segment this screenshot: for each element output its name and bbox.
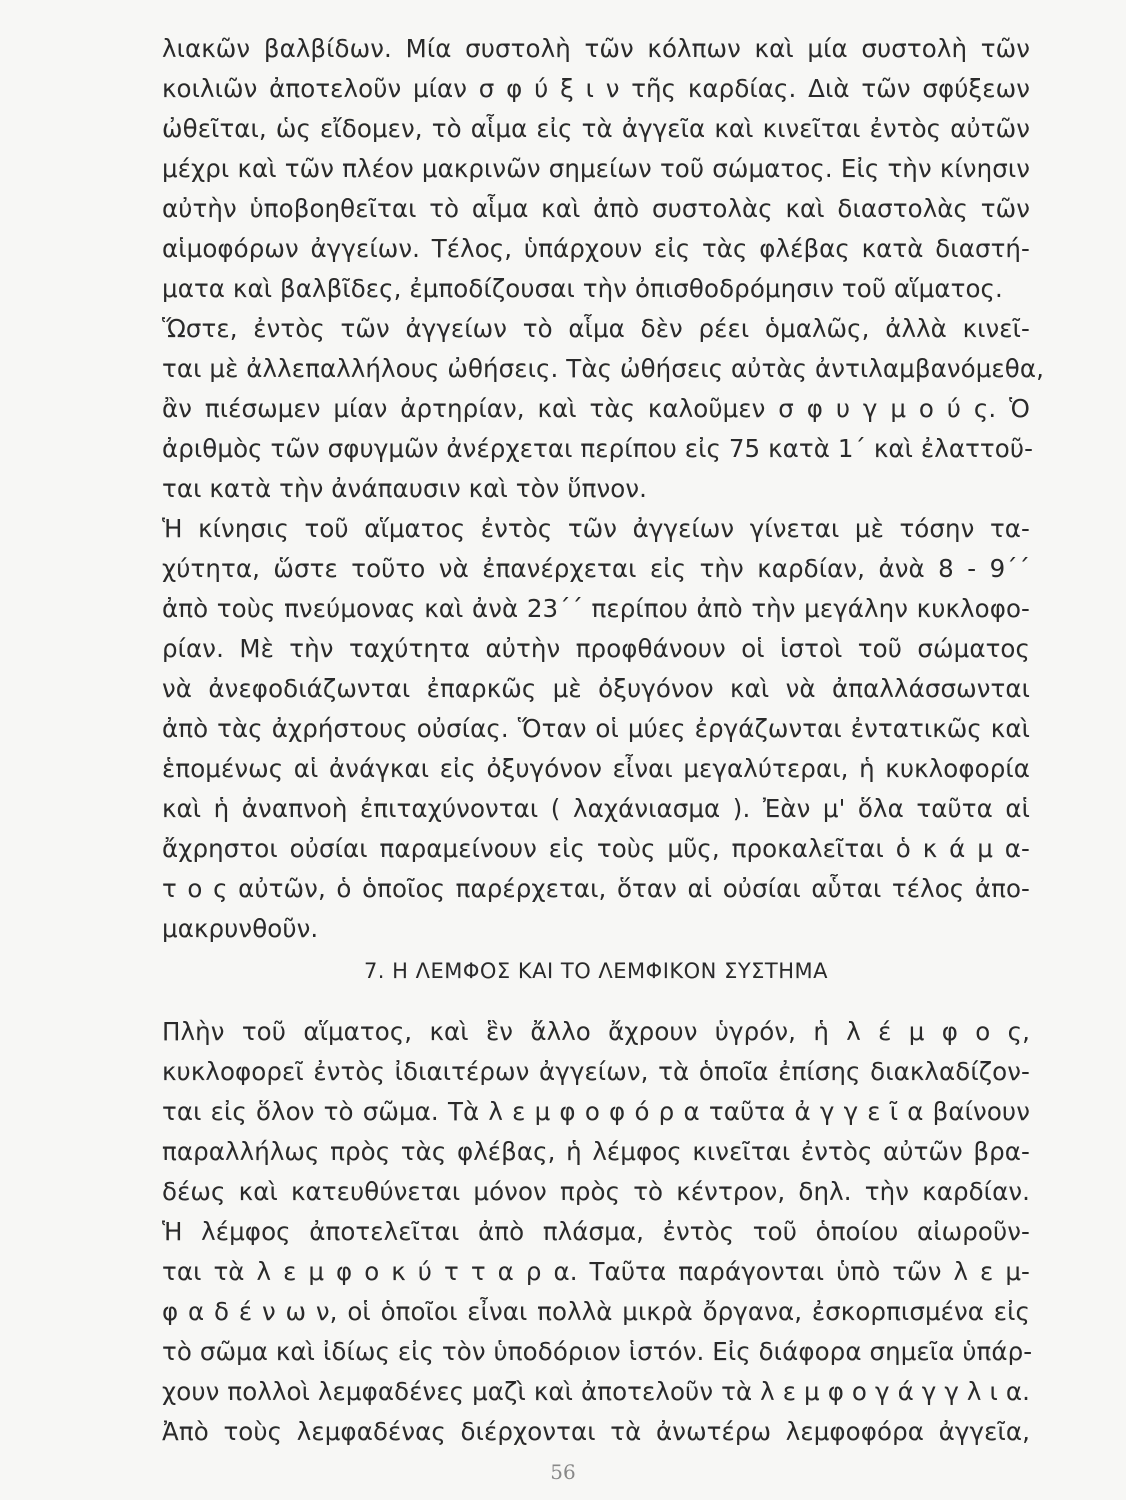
- text-line: ρίαν. Μὲ τὴν ταχύτητα αὐτὴν προφθάνουν οἱ ἱστοὶ τοῦ σώματος: [162, 634, 1030, 663]
- text-line: ται μὲ ἀλλεπαλλήλους ὠθήσεις. Τὰς ὠθήσεις αὐτὰς ἀντιλαμβανόμεθα,: [162, 354, 1044, 383]
- text-line: μέχρι καὶ τῶν πλέον μακρινῶν σημείων τοῦ σώματος. Εἰς τὴν κίνησιν: [162, 154, 1030, 183]
- text-line: ται κατὰ τὴν ἀνάπαυσιν καὶ τὸν ὕπνον.: [162, 474, 648, 503]
- text-line: ὠθεῖται, ὡς εἴδομεν, τὸ αἷμα εἰς τὰ ἀγγεῖα καὶ κινεῖται ἐντὸς αὐτῶν: [162, 114, 1030, 143]
- text-line: ἑπομένως αἱ ἀνάγκαι εἰς ὀξυγόνον εἶναι μεγαλύτεραι, ἡ κυκλοφορία: [162, 754, 1030, 783]
- text-line: ἀριθμὸς τῶν σφυγμῶν ἀνέρχεται περίπου εἰς 75 κατὰ 1΄ καὶ ἐλαττοῦ-: [162, 434, 1034, 463]
- text-line: Ἀπὸ τοὺς λεμφαδένας διέρχονται τὰ ἀνωτέρω λεμφοφόρα ἀγγεῖα,: [162, 1417, 1030, 1446]
- text-line: ται τὰ λ ε μ φ ο κ ύ τ τ α ρ α. Ταῦτα παράγονται ὑπὸ τῶν λ ε μ-: [162, 1257, 1030, 1286]
- text-line: Ὥστε, ἐντὸς τῶν ἀγγείων τὸ αἷμα δὲν ρέει ὁμαλῶς, ἀλλὰ κινεῖ-: [162, 314, 1030, 343]
- text-line: Πλὴν τοῦ αἵματος, καὶ ἓν ἄλλο ἄχρουν ὑγρόν, ἡ λ έ μ φ ο ς,: [162, 1017, 1030, 1046]
- text-line: δέως καὶ κατευθύνεται μόνον πρὸς τὸ κέντρον, δηλ. τὴν καρδίαν.: [162, 1177, 1030, 1206]
- page-number: 56: [550, 1460, 576, 1484]
- text-line: αὐτὴν ὑποβοηθεῖται τὸ αἷμα καὶ ἀπὸ συστολὰς καὶ διαστολὰς τῶν: [162, 194, 1030, 223]
- text-line: ται εἰς ὅλον τὸ σῶμα. Τὰ λ ε μ φ ο φ ό ρ α ταῦτα ἀ γ γ ε ῖ α βαίνουν: [162, 1097, 1030, 1126]
- text-line: χύτητα, ὥστε τοῦτο νὰ ἐπανέρχεται εἰς τὴν καρδίαν, ἀνὰ 8 - 9΄΄: [162, 554, 1030, 583]
- text-line: τ ο ς αὐτῶν, ὁ ὁποῖος παρέρχεται, ὅταν αἱ οὐσίαι αὗται τέλος ἀπο-: [162, 874, 1030, 903]
- text-line: μακρυνθοῦν.: [162, 914, 319, 943]
- text-line: αἱμοφόρων ἀγγείων. Τέλος, ὑπάρχουν εἰς τὰς φλέβας κατὰ διαστή-: [162, 234, 1030, 263]
- text-line: ἀπὸ τοὺς πνεύμονας καὶ ἀνὰ 23΄΄ περίπου ἀπὸ τὴν μεγάλην κυκλοφο-: [162, 594, 1030, 623]
- text-line: φ α δ έ ν ω ν, οἱ ὁποῖοι εἶναι πολλὰ μικρὰ ὄργανα, ἐσκορπισμένα εἰς: [162, 1297, 1030, 1326]
- text-line: Ἡ κίνησις τοῦ αἵματος ἐντὸς τῶν ἀγγείων γίνεται μὲ τόσην τα-: [162, 514, 1030, 543]
- text-line: Ἡ λέμφος ἀποτελεῖται ἀπὸ πλάσμα, ἐντὸς τοῦ ὁποίου αἰωροῦν-: [162, 1217, 1030, 1246]
- text-line: ματα καὶ βαλβῖδες, ἐμποδίζουσαι τὴν ὀπισθοδρόμησιν τοῦ αἵματος.: [162, 274, 1003, 303]
- text-line: κυκλοφορεῖ ἐντὸς ἰδιαιτέρων ἀγγείων, τὰ ὁποῖα ἐπίσης διακλαδίζον-: [162, 1057, 1030, 1086]
- text-line: ἄχρηστοι οὐσίαι παραμείνουν εἰς τοὺς μῦς, προκαλεῖται ὁ κ ά μ α-: [162, 834, 1030, 863]
- text-line: ἂν πιέσωμεν μίαν ἀρτηρίαν, καὶ τὰς καλοῦμεν σ φ υ γ μ ο ύ ς. Ὁ: [162, 394, 1030, 423]
- text-line: ἀπὸ τὰς ἀχρήστους οὐσίας. Ὅταν οἱ μύες ἐργάζωνται ἐντατικῶς καὶ: [162, 714, 1030, 743]
- text-line: λιακῶν βαλβίδων. Μία συστολὴ τῶν κόλπων καὶ μία συστολὴ τῶν: [162, 34, 1030, 63]
- text-line: νὰ ἀνεφοδιάζωνται ἐπαρκῶς μὲ ὀξυγόνον καὶ νὰ ἀπαλλάσσωνται: [162, 674, 1030, 703]
- text-line: χουν πολλοὶ λεμφαδένες μαζὶ καὶ ἀποτελοῦν τὰ λ ε μ φ ο γ ά γ γ λ ι α.: [162, 1377, 1030, 1406]
- text-line: τὸ σῶμα καὶ ἰδίως εἰς τὸν ὑποδόριον ἱστόν. Εἰς διάφορα σημεῖα ὑπάρ-: [162, 1337, 1033, 1366]
- section-heading: 7. Η ΛΕΜΦΟΣ ΚΑΙ ΤΟ ΛΕΜΦΙΚΟΝ ΣΥΣΤΗΜΑ: [363, 959, 829, 983]
- text-line: κοιλιῶν ἀποτελοῦν μίαν σ φ ύ ξ ι ν τῆς καρδίας. Διὰ τῶν σφύξεων: [162, 74, 1030, 103]
- text-line: καὶ ἡ ἀναπνοὴ ἐπιταχύνονται ( λαχάνιασμα ). Ἐὰν μ' ὅλα ταῦτα αἱ: [162, 794, 1030, 823]
- text-line: παραλλήλως πρὸς τὰς φλέβας, ἡ λέμφος κινεῖται ἐντὸς αὐτῶν βρα-: [162, 1137, 1030, 1166]
